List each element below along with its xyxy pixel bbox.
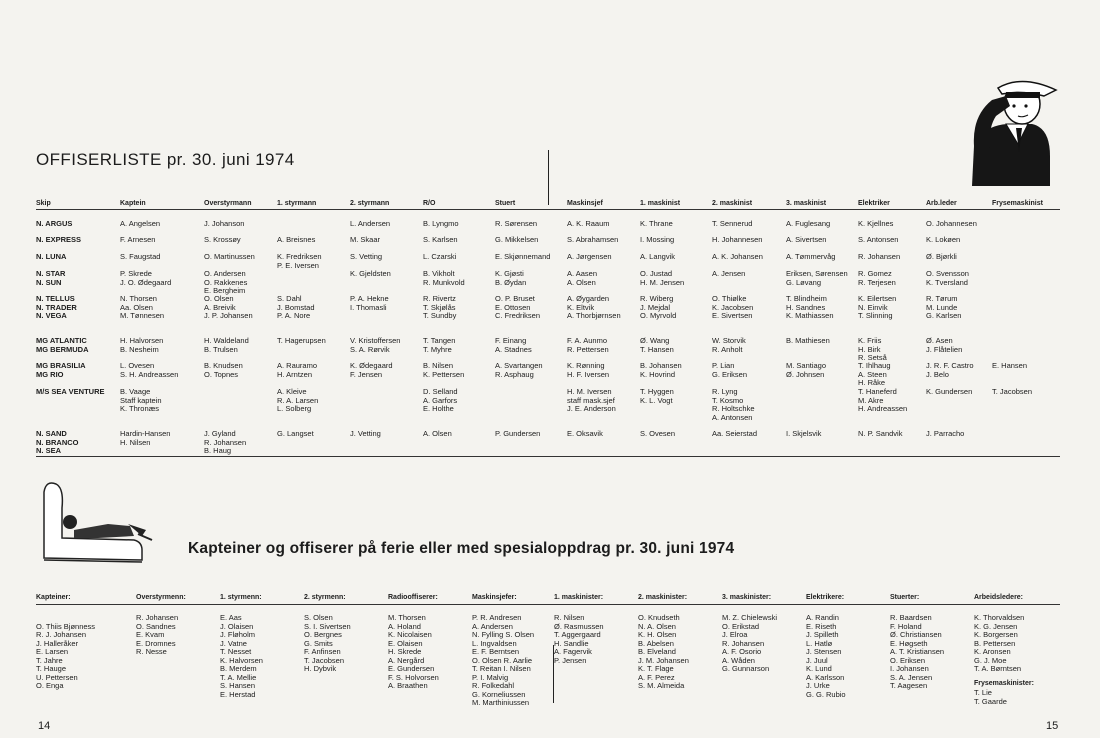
- column-header: 1. maskinist: [640, 200, 681, 207]
- name-list: M. Thorsen A. Holand K. Nicolaisen E. Olaisen H. Skrede A. Nergård E. Gundersen F. S. Holvorsen A. Braathen: [388, 613, 439, 690]
- frysemaskinister-header: Frysemaskinister:: [974, 680, 1034, 687]
- name-list: R. Nilsen Ø. Rasmussen T. Aggergaard H. Sandlie A. Fagervik P. Jensen: [554, 613, 604, 665]
- table-cell: T. Hyggen K. L. Vogt: [640, 387, 674, 405]
- table-cell: O. Johannesen: [926, 219, 977, 228]
- table-cell: H. M. Iversen staff mask.sjef J. E. Anderson: [567, 387, 616, 413]
- table-rule-bottom: [36, 456, 1060, 457]
- table-cell: F. A. Aunmo R. Pettersen: [567, 336, 609, 354]
- table-cell: T. Hagerupsen: [277, 336, 326, 345]
- table-cell: F. Arnesen: [120, 235, 156, 244]
- column-header: 3. maskinister:: [722, 594, 772, 601]
- ship-name: M/S SEA VENTURE: [36, 387, 105, 396]
- table-cell: K. Thrane: [640, 219, 673, 228]
- name-list: R. Johansen O. Sandnes E. Kvam E. Dromnes R. Nesse: [136, 613, 179, 656]
- table-cell: F. Einang A. Stadnes: [495, 336, 532, 354]
- table-cell: B. Lyngmo: [423, 219, 459, 228]
- table-cell: I. Mossing: [640, 235, 675, 244]
- table-cell: E. Oksavik: [567, 429, 603, 438]
- table-cell: H. Halvorsen B. Nesheim: [120, 336, 164, 354]
- table-cell: R. Wiberg J. Mejdal O. Myrvold: [640, 294, 677, 320]
- column-header: Kapteiner:: [36, 594, 71, 601]
- table-cell: P. A. Hekne I. Thomasli: [350, 294, 389, 312]
- table-cell: T. Blindheim H. Sandnes K. Mathiassen: [786, 294, 834, 320]
- table-cell: K. Ødegaard F. Jensen: [350, 361, 393, 379]
- table-cell: E. Hansen: [992, 361, 1028, 370]
- name-list: O. Thiis Bjønness R. J. Johansen J. Halleråker E. Larsen T. Jahre T. Hauge U. Pettersen O. Enga: [36, 621, 96, 690]
- column-header: Overstyrmann: [204, 200, 252, 207]
- table-rule-top: [36, 209, 1060, 210]
- table-cell: T. Sennerud: [712, 219, 753, 228]
- table-cell: O. Svensson K. Tversland: [926, 269, 969, 287]
- table-cell: D. Selland A. Garfors E. Holthe: [423, 387, 458, 413]
- table-cell: V. Kristoffersen S. A. Rørvik: [350, 336, 401, 354]
- table-cell: A. K. Johansen: [712, 252, 763, 261]
- column-header: Frysemaskinist: [992, 200, 1043, 207]
- table-cell: R. Tørum M. Lunde G. Karlsen: [926, 294, 962, 320]
- ship-name: N. ARGUS: [36, 219, 73, 228]
- ship-name: MG BRASILIA MG RIO: [36, 361, 86, 379]
- column-header: 1. styrmenn:: [220, 594, 262, 601]
- column-header: Maskinsjef: [567, 200, 603, 207]
- table-cell: A. Sivertsen: [786, 235, 827, 244]
- frysemaskinister-list: T. Lie T. Gaarde: [974, 688, 1007, 706]
- table-cell: T. Jacobsen: [992, 387, 1033, 396]
- table-cell: T. Haneferd M. Akre H. Andreassen: [858, 387, 908, 413]
- table-cell: R. Lyng T. Kosmo R. Holtschke A. Antonsen: [712, 387, 755, 422]
- table-cell: R. Johansen: [858, 252, 901, 261]
- table-cell: S. Antonsen: [858, 235, 899, 244]
- name-list: M. Z. Chielewski O. Erikstad J. Elroa R. Johansen A. F. Osorio A. Wåden G. Gunnarson: [722, 613, 778, 673]
- table-cell: K. Eilertsen N. Einvik T. Slinning: [858, 294, 897, 320]
- table-cell: K. Gjeldsten: [350, 269, 391, 278]
- column-header: Skip: [36, 200, 51, 207]
- ship-name: MG ATLANTIC MG BERMUDA: [36, 336, 89, 354]
- column-header: Kaptein: [120, 200, 146, 207]
- name-list: P. R. Andresen A. Andersen N. Fylling S. Olsen L. Ingvaldsen E. F. Berntsen O. Olsen R. Aarlie T. Reitan I. Nilsen P. I. Malvig R. Folkedahl G. Korneliussen M. Marthiniussen: [472, 613, 535, 707]
- table-cell: O. Martinussen: [204, 252, 255, 261]
- table-cell: J. Vetting: [350, 429, 381, 438]
- table-cell: H. Johannesen: [712, 235, 763, 244]
- table-cell: P. Gundersen: [495, 429, 541, 438]
- table-cell: S. Ovesen: [640, 429, 676, 438]
- column-header: Radiooffiserer:: [388, 594, 438, 601]
- table-cell: A. Olsen: [423, 429, 452, 438]
- column-header: R/O: [423, 200, 436, 207]
- table-cell: L. Andersen: [350, 219, 391, 228]
- table-cell: K. Fredriksen P. E. Iversen: [277, 252, 322, 270]
- ship-name: N. TELLUS N. TRADER N. VEGA: [36, 294, 77, 320]
- table-cell: G. Langset: [277, 429, 314, 438]
- name-list: E. Aas J. Olaisen J. Fløholm J. Vatne T. Nesset K. Halvorsen B. Merdem T. A. Mellie S. Hansen E. Herstad: [220, 613, 263, 699]
- table-cell: A. Rauramo H. Arntzen: [277, 361, 318, 379]
- decor-line-2: [553, 645, 554, 703]
- table-cell: A. Angelsen: [120, 219, 161, 228]
- table-cell: J. Johanson: [204, 219, 245, 228]
- table-cell: J. R. F. Castro J. Belo: [926, 361, 974, 379]
- table-cell: S. Krossøy: [204, 235, 241, 244]
- table-cell: J. Gyland R. Johansen B. Haug: [204, 429, 247, 455]
- sailor-illustration: [962, 66, 1058, 190]
- leave-table-rule: [36, 604, 1060, 605]
- column-header: Stuert: [495, 200, 516, 207]
- table-cell: S. Vetting: [350, 252, 383, 261]
- table-cell: T. Tangen T. Myhre: [423, 336, 456, 354]
- table-cell: A. Svartangen R. Asphaug: [495, 361, 543, 379]
- table-cell: B. Mathiesen: [786, 336, 830, 345]
- page-number-right: 15: [1046, 720, 1059, 732]
- decor-line: [548, 150, 549, 205]
- column-header: Maskinsjefer:: [472, 594, 517, 601]
- table-cell: M. Skaar: [350, 235, 381, 244]
- table-cell: A. Aasen A. Olsen: [567, 269, 598, 287]
- table-cell: P. Lian G. Eriksen: [712, 361, 748, 379]
- name-list: A. Randin E. Riseth J. Spilleth L. Hatlø J. Stensen J. Juul K. Lund A. Karlsson J. Urke G. G. Rubio: [806, 613, 846, 699]
- table-cell: S. Faugstad: [120, 252, 161, 261]
- section-title: Kapteiner og offiserer på ferie eller med spesialoppdrag pr. 30. juni 1974: [188, 540, 735, 557]
- table-cell: A. Tømmervåg: [786, 252, 836, 261]
- column-header: Elektriker: [858, 200, 890, 207]
- table-cell: K. Lokøen: [926, 235, 961, 244]
- name-list: K. Thorvaldsen K. G. Jensen K. Borgersen B. Pettersen K. Aronsen G. J. Moe T. A. Børntsen: [974, 613, 1025, 673]
- column-header: Elektrikere:: [806, 594, 845, 601]
- table-cell: O. Justad H. M. Jensen: [640, 269, 685, 287]
- table-cell: G. Mikkelsen: [495, 235, 539, 244]
- table-cell: J. Parracho: [926, 429, 965, 438]
- column-header: 2. styrmenn:: [304, 594, 346, 601]
- reclining-figure-illustration: [38, 478, 156, 568]
- ship-name: N. LUNA: [36, 252, 67, 261]
- ship-name: N. SAND N. BRANCO N. SEA: [36, 429, 79, 455]
- table-cell: I. Skjelsvik: [786, 429, 822, 438]
- table-cell: M. Santiago Ø. Johnsen: [786, 361, 827, 379]
- table-cell: S. Abrahamsen: [567, 235, 619, 244]
- table-cell: K. Gundersen: [926, 387, 973, 396]
- table-cell: L. Ovesen S. H. Andreassen: [120, 361, 179, 379]
- table-cell: W. Storvik R. Anholt: [712, 336, 746, 354]
- table-cell: Ø. Bjørkli: [926, 252, 957, 261]
- table-cell: R. Gomez R. Terjesen: [858, 269, 896, 287]
- table-cell: A. Kleive R. A. Larsen L. Solberg: [277, 387, 319, 413]
- table-cell: S. Karlsen: [423, 235, 458, 244]
- name-list: R. Baardsen F. Holand Ø. Christiansen E. Høgseth A. T. Kristiansen O. Eriksen I. Johansen S. A. Jensen T. Aagesen: [890, 613, 945, 690]
- table-cell: A. Jørgensen: [567, 252, 612, 261]
- column-header: Arbeidsledere:: [974, 594, 1024, 601]
- table-cell: A. Breisnes: [277, 235, 316, 244]
- table-cell: A. Jensen: [712, 269, 746, 278]
- table-cell: R. Sørensen: [495, 219, 538, 228]
- column-header: Arb.leder: [926, 200, 957, 207]
- name-list: S. Olsen S. I. Sivertsen O. Bergnes G. Smits F. Anfinsen T. Jacobsen H. Dybvik: [304, 613, 351, 673]
- table-cell: A. K. Raaum: [567, 219, 610, 228]
- table-cell: R. Rivertz T. Skjølås T. Sundby: [423, 294, 457, 320]
- table-cell: T. Ihlhaug A. Steen H. Råke: [858, 361, 891, 387]
- table-cell: B. Vikholt R. Munkvold: [423, 269, 465, 287]
- column-header: Stuerter:: [890, 594, 920, 601]
- table-cell: Aa. Seierstad: [712, 429, 758, 438]
- table-cell: K. Gjøsti B. Øydan: [495, 269, 527, 287]
- table-cell: H. Waldeland B. Trulsen: [204, 336, 249, 354]
- column-header: Overstyrmenn:: [136, 594, 186, 601]
- table-cell: N. P. Sandvik: [858, 429, 903, 438]
- table-cell: Eriksen, Sørensen G. Løvang: [786, 269, 848, 287]
- column-header: 1. maskinister:: [554, 594, 604, 601]
- table-cell: O. Andersen O. Rakkenes E. Bergheim: [204, 269, 248, 295]
- table-cell: K. Rønning H. F. Iversen: [567, 361, 610, 379]
- table-cell: O. Thiølke K. Jacobsen E. Sivertsen: [712, 294, 754, 320]
- table-cell: O. Olsen A. Breivik J. P. Johansen: [204, 294, 253, 320]
- table-cell: E. Skjønnemand: [495, 252, 551, 261]
- table-cell: A. Øygarden K. Eltvik A. Thorbjørnsen: [567, 294, 621, 320]
- ship-name: N. EXPRESS: [36, 235, 82, 244]
- table-cell: S. Dahl J. Bomstad P. A. Nore: [277, 294, 315, 320]
- page-number-left: 14: [38, 720, 51, 732]
- ship-name: N. STAR N. SUN: [36, 269, 66, 287]
- table-cell: K. Kjellnes: [858, 219, 894, 228]
- table-cell: Ø. Wang T. Hansen: [640, 336, 674, 354]
- column-header: 2. styrmann: [350, 200, 390, 207]
- column-header: 2. maskinist: [712, 200, 753, 207]
- table-cell: N. Thorsen Aa. Olsen M. Tønnesen: [120, 294, 165, 320]
- table-cell: A. Langvik: [640, 252, 676, 261]
- table-cell: P. Skrede J. O. Ødegaard: [120, 269, 172, 287]
- table-cell: A. Fuglesang: [786, 219, 831, 228]
- table-cell: K. Friis H. Birk R. Setså: [858, 336, 887, 362]
- column-header: 2. maskinister:: [638, 594, 688, 601]
- name-list: O. Knudseth N. A. Olsen K. H. Olsen B. Abelsen B. Elveland J. M. Johansen K. T. Flage A. F. Perez S. M. Almeida: [638, 613, 689, 690]
- table-cell: B. Nilsen K. Pettersen: [423, 361, 465, 379]
- table-cell: Hardin-Hansen H. Nilsen: [120, 429, 171, 447]
- table-cell: B. Johansen K. Hovrind: [640, 361, 682, 379]
- table-cell: B. Vaage Staff kaptein K. Thronæs: [120, 387, 162, 413]
- column-header: 3. maskinist: [786, 200, 827, 207]
- table-cell: Ø. Asen J. Flåtelien: [926, 336, 963, 354]
- column-header: 1. styrmann: [277, 200, 317, 207]
- table-cell: O. P. Bruset E. Ottosen C. Fredriksen: [495, 294, 541, 320]
- table-cell: L. Czarski: [423, 252, 457, 261]
- table-cell: B. Knudsen O. Topnes: [204, 361, 243, 379]
- page-title: OFFISERLISTE pr. 30. juni 1974: [36, 150, 295, 169]
